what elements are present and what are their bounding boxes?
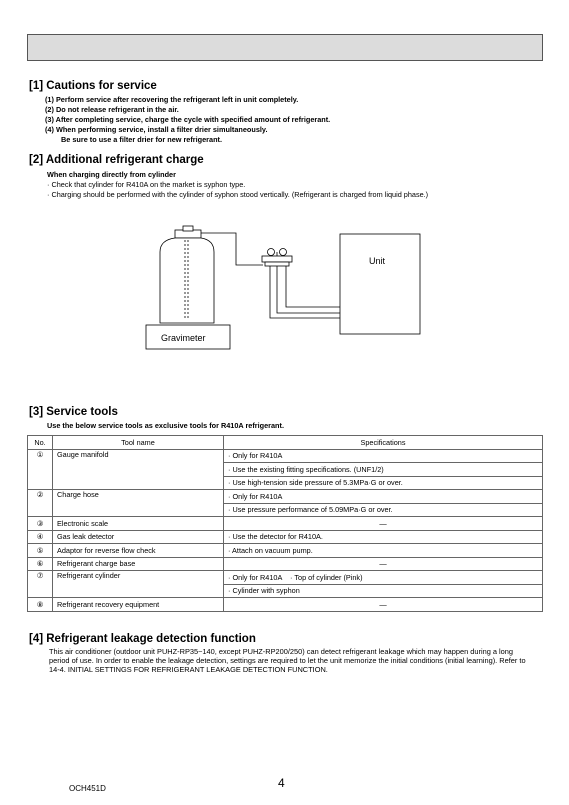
col-header-specifications: Specifications <box>224 436 543 450</box>
section2-bullet-1: · Check that cylinder for R410A on the market is syphon type. <box>47 180 246 189</box>
section1-heading: [1] Cautions for service <box>29 80 157 92</box>
row-tool-name: Electronic scale <box>53 517 224 531</box>
section2-subheading: When charging directly from cylinder <box>47 170 176 179</box>
section2-heading: [2] Additional refrigerant charge <box>29 154 204 166</box>
caution-item-2: (2) Do not release refrigerant in the air. <box>45 105 179 114</box>
row-spec: · Attach on vacuum pump. <box>224 544 543 558</box>
row-no: ① <box>28 449 53 490</box>
caution-item-1: (1) Perform service after recovering the refrigerant left in unit completely. <box>45 95 299 104</box>
row-no: ⑧ <box>28 598 53 612</box>
table-row <box>28 530 543 544</box>
table-row <box>28 517 543 531</box>
row-no: ⑤ <box>28 544 53 558</box>
table-row <box>28 449 543 463</box>
gas-pipe <box>286 266 340 307</box>
row-spec: · Use the detector for R410A. <box>224 530 543 544</box>
gauge-manifold-icon <box>262 249 292 267</box>
row-no: ④ <box>28 530 53 544</box>
table-row <box>28 544 543 558</box>
row-tool-name: Gauge manifold <box>53 449 224 490</box>
col-header-tool-name: Tool name <box>53 436 224 450</box>
row-tool-name: Refrigerant recovery equipment <box>53 598 224 612</box>
section4-heading: [4] Refrigerant leakage detection function <box>29 633 256 645</box>
gravimeter-label: Gravimeter <box>161 333 206 343</box>
row-spec: · Only for R410A <box>224 490 543 504</box>
row-spec: · Only for R410A · Top of cylinder (Pink) <box>224 571 543 585</box>
row-no: ③ <box>28 517 53 531</box>
row-spec: · Use high-tension side pressure of 5.3MPa·G or over. <box>224 476 543 490</box>
col-header-no: No. <box>28 436 53 450</box>
table-row <box>28 490 543 504</box>
unit-box <box>340 234 420 334</box>
row-tool-name: Charge hose <box>53 490 224 517</box>
row-spec: — <box>224 557 543 571</box>
row-no: ⑥ <box>28 557 53 571</box>
row-tool-name: Refrigerant charge base <box>53 557 224 571</box>
section3-subheading: Use the below service tools as exclusive tools for R410A refrigerant. <box>47 421 284 430</box>
section2-bullet-2: · Charging should be performed with the cylinder of syphon stood vertically. (Refrigerant is charged from liquid phase.) <box>47 190 429 199</box>
section3-heading: [3] Service tools <box>29 406 118 418</box>
cylinder-icon <box>160 226 214 323</box>
unit-label: Unit <box>369 256 386 266</box>
liquid-pipe <box>270 266 340 318</box>
row-spec: · Use pressure performance of 5.09MPa·G or over. <box>224 503 543 517</box>
row-spec: · Use the existing fitting specifications. (UNF1/2) <box>224 463 543 477</box>
caution-item-4: (4) When performing service, install a filter drier simultaneously. <box>45 125 268 134</box>
document-code: OCH451D <box>69 784 106 793</box>
row-tool-name: Adaptor for reverse flow check <box>53 544 224 558</box>
page-number: 4 <box>278 776 285 790</box>
table-row <box>28 571 543 585</box>
table-row <box>28 557 543 571</box>
caution-item-3: (3) After completing service, charge the cycle with specified amount of refrigerant. <box>45 115 331 124</box>
row-spec: — <box>224 517 543 531</box>
row-no: ② <box>28 490 53 517</box>
row-tool-name: Gas leak detector <box>53 530 224 544</box>
row-no: ⑦ <box>28 571 53 598</box>
row-tool-name: Refrigerant cylinder <box>53 571 224 598</box>
table-header-row <box>28 436 543 450</box>
liquid-pipe-inner <box>277 266 340 313</box>
table-row <box>28 598 543 612</box>
section4-paragraph: This air conditioner (outdoor unit PUHZ-RP35~140, except PUHZ-RP200/250) can detect refrigerant leakage which may happen during a long period of use. In order to enable the leakage detection, settings are required to let the unit memorize the initial conditions (initial learning). Refer to 14-4. INITIAL SETTINGS FOR REFRIGERANT LEAKAGE DETECTION FUNCTION. <box>49 647 526 675</box>
row-spec: · Cylinder with syphon <box>224 584 543 598</box>
caution-item-4-note: Be sure to use a filter drier for new refrigerant. <box>61 135 222 144</box>
row-spec: · Only for R410A <box>224 449 543 463</box>
service-tools-table <box>27 435 543 612</box>
row-spec: — <box>224 598 543 612</box>
